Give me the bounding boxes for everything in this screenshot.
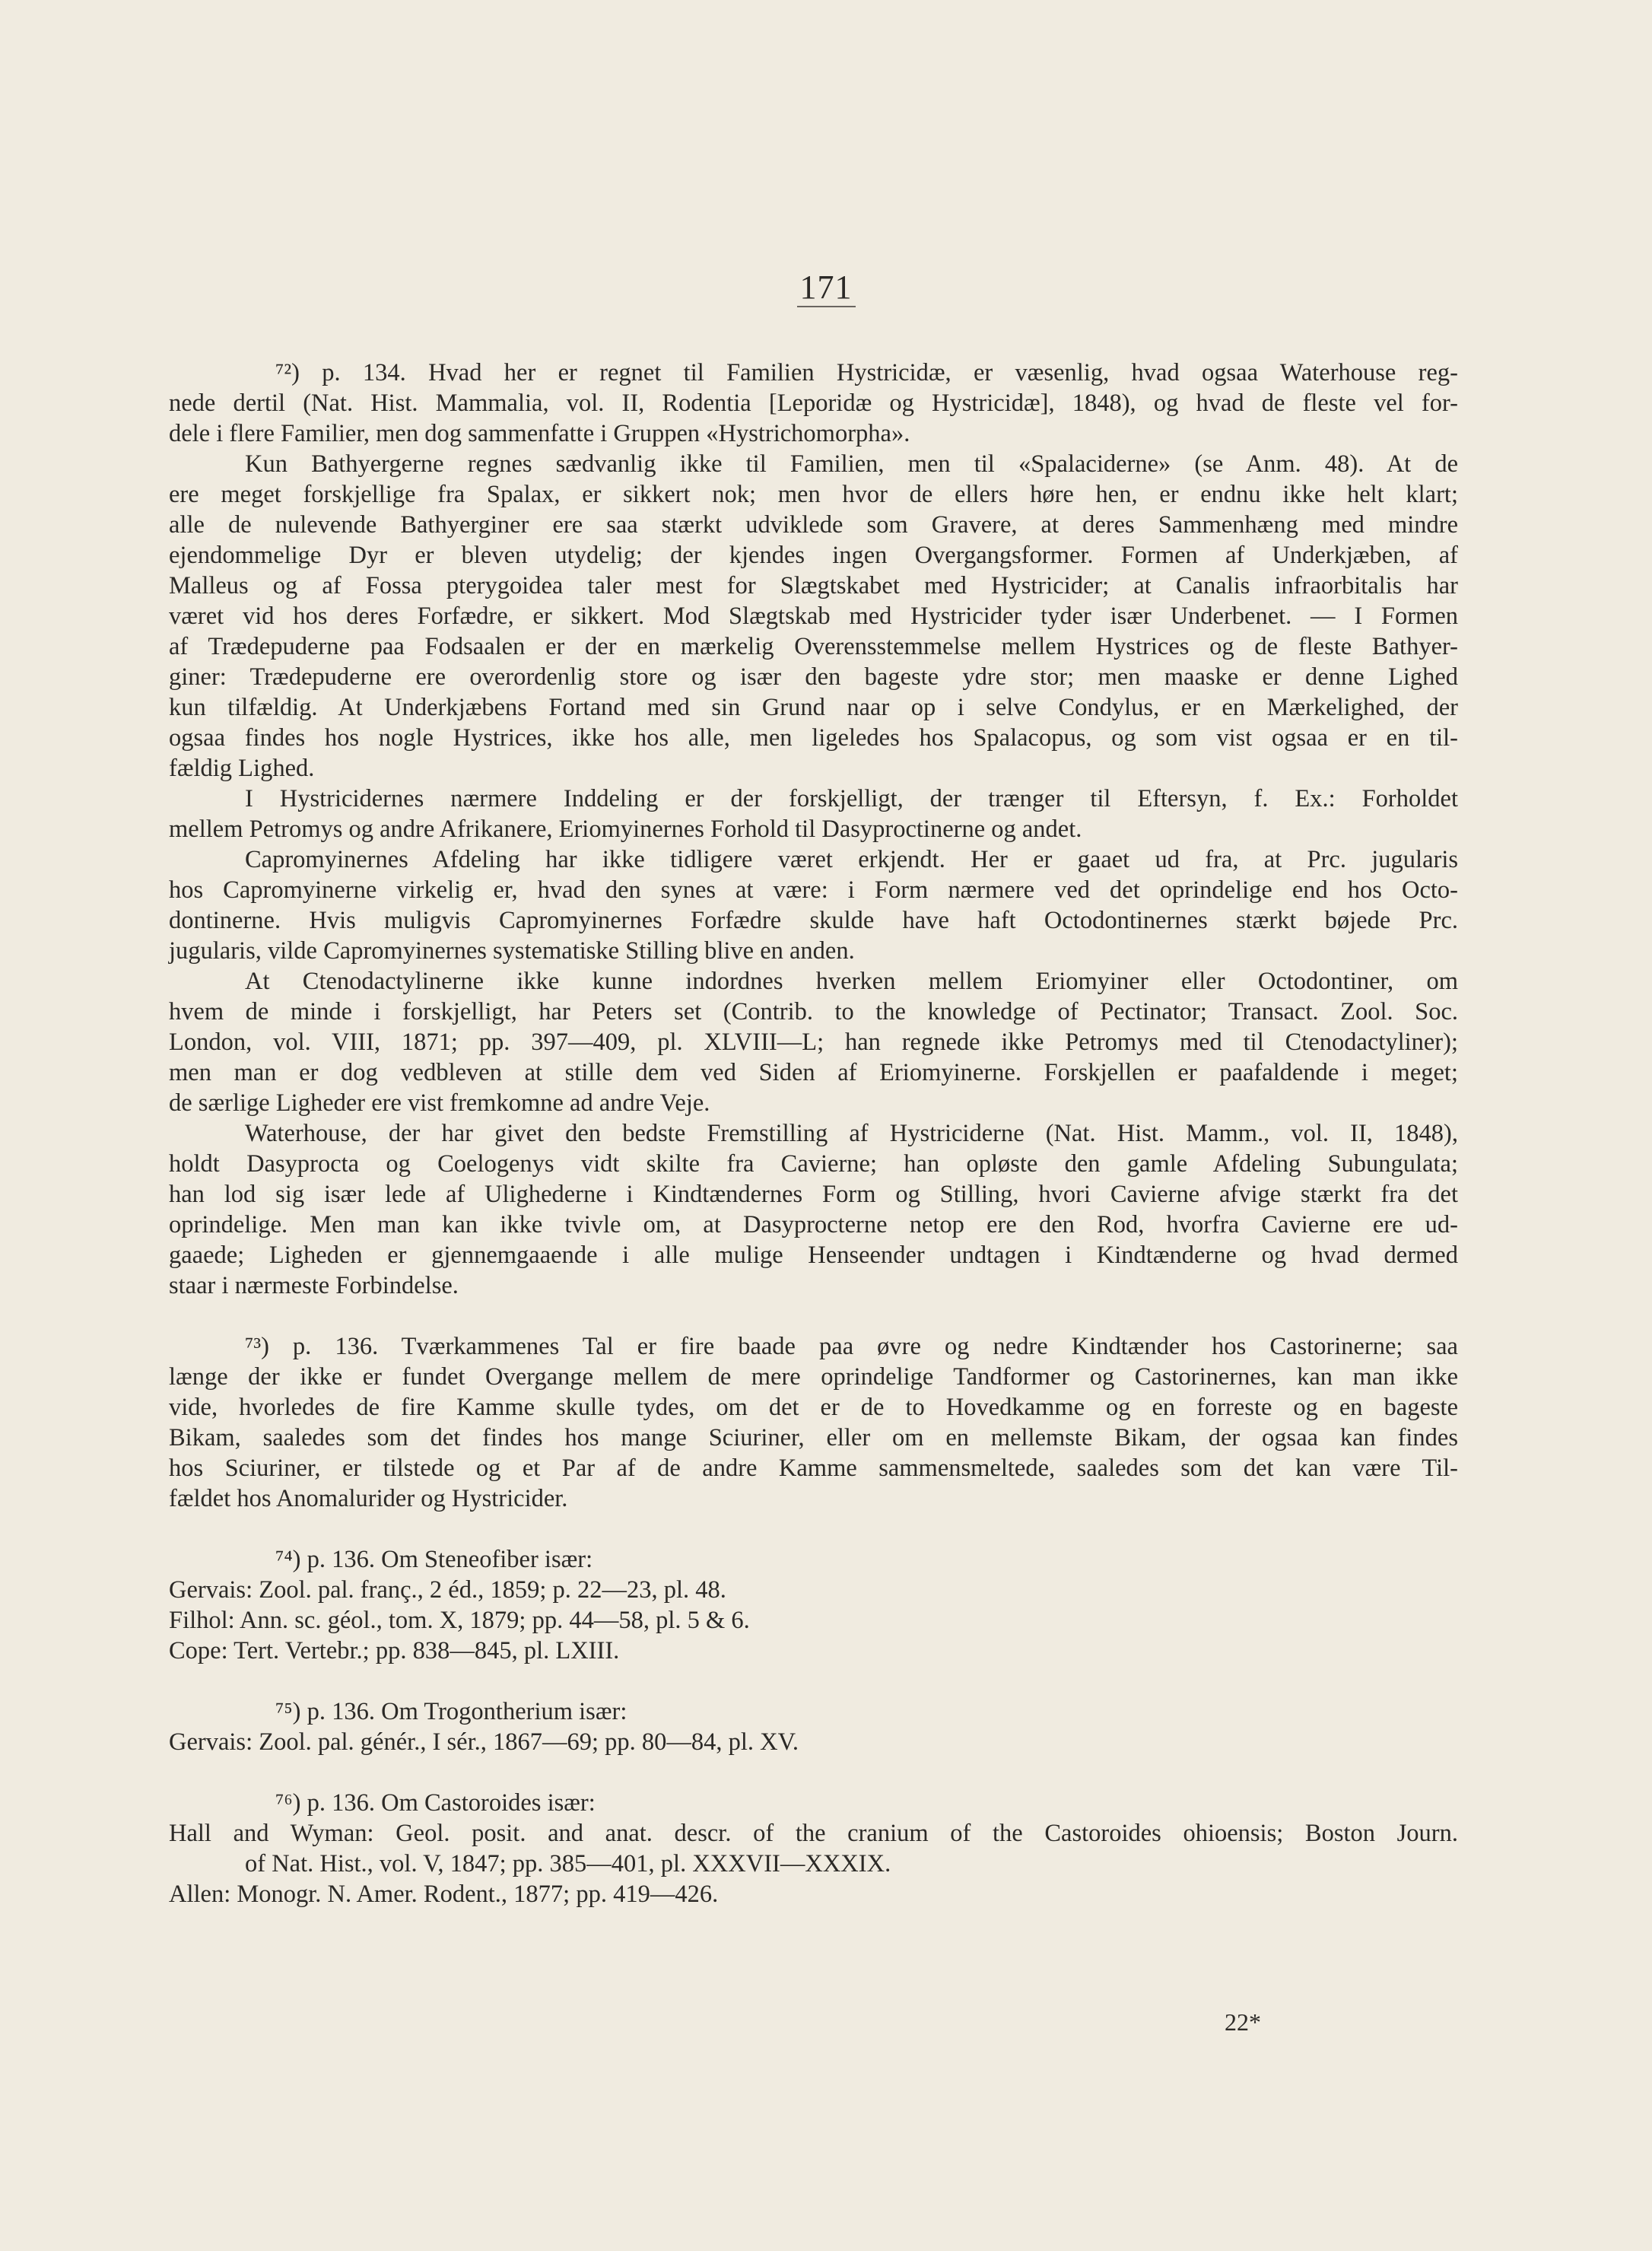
text-line: Waterhouse, der har givet den bedste Fremstilling af Hystriciderne (Nat. Hist. Mamm., vol. II, 1848), <box>245 1120 1458 1147</box>
text-line: været vid hos deres Forfædre, er sikkert. Mod Slægtskab med Hystricider tyder især Underbenet. — I Formen <box>169 602 1458 630</box>
note-gap <box>169 1757 1458 1788</box>
text-line: hos Capromyinerne virkelig er, hvad den synes at være: i Form nærmere ved det oprindelige end hos Octo- <box>169 876 1458 904</box>
text-line: staar i nærmeste Forbindelse. <box>169 1272 459 1299</box>
footnote-n72 <box>169 358 1458 1301</box>
text-line: oprindelige. Men man kan ikke tvivle om, at Dasyprocterne netop ere den Rod, hvorfra Cavierne ere ud- <box>169 1211 1458 1238</box>
text-line: ejendommelige Dyr er bleven utydelig; der kjendes ingen Overgangsformer. Formen af Underkjæben, af <box>169 542 1458 569</box>
text-line: de særlige Ligheder ere vist fremkomne ad andre Veje. <box>169 1089 710 1117</box>
text-line: gaaede; Ligheden er gjennemgaaende i alle mulige Henseender undtagen i Kindtænderne og hvad dermed <box>169 1242 1458 1269</box>
text-line: nede dertil (Nat. Hist. Mammalia, vol. II, Rodentia [Leporidæ og Hystricidæ], 1848), og hvad de fleste vel for- <box>169 389 1458 417</box>
text-line: Cope: Tert. Vertebr.; pp. 838—845, pl. LXIII. <box>169 1637 620 1664</box>
text-line: I Hystricidernes nærmere Inddeling er der forskjelligt, der trænger til Eftersyn, f. Ex.: Forholdet <box>245 785 1458 812</box>
text-line: ⁷²) p. 134. Hvad her er regnet til Familien Hystricidæ, er væsenlig, hvad ogsaa Waterhouse reg- <box>275 359 1458 386</box>
text-line: Bikam, saaledes som det findes hos mange Sciuriner, eller om en mellemste Bikam, der ogsaa kan findes <box>169 1424 1458 1451</box>
text-line: ere meget forskjellige fra Spalax, er sikkert nok; men hvor de ellers høre hen, er endnu ikke helt klart; <box>169 481 1458 508</box>
text-line: holdt Dasyprocta og Coelogenys vidt skilte fra Cavierne; han opløste den gamle Afdeling Subungulata; <box>169 1150 1458 1178</box>
page-number <box>0 268 1652 307</box>
text-line: fældet hos Anomalurider og Hystricider. <box>169 1485 568 1512</box>
text-line: Allen: Monogr. N. Amer. Rodent., 1877; pp. 419—426. <box>169 1881 719 1908</box>
text-line: giner: Trædepuderne ere overordenlig store og især den bageste ydre stor; men maaske er denne Lighed <box>169 663 1458 691</box>
text-line: of Nat. Hist., vol. V, 1847; pp. 385—401, pl. XXXVII—XXXIX. <box>245 1850 891 1877</box>
text-line: Filhol: Ann. sc. géol., tom. X, 1879; pp. 44—58, pl. 5 & 6. <box>169 1607 750 1634</box>
note-gap <box>169 1301 1458 1331</box>
text-line: af Trædepuderne paa Fodsaalen er der en mærkelig Overensstemmelse mellem Hystrices og de fleste Bathyer- <box>169 633 1458 660</box>
text-line: fældig Lighed. <box>169 755 315 782</box>
text-line: ⁷⁶) p. 136. Om Castoroides især: <box>275 1789 596 1817</box>
text-line: jugularis, vilde Capromyinernes systematiske Stilling blive en anden. <box>169 937 855 965</box>
text-line: Gervais: Zool. pal. franç., 2 éd., 1859; p. 22—23, pl. 48. <box>169 1576 726 1604</box>
text-line: At Ctenodactylinerne ikke kunne indordnes hverken mellem Eriomyiner eller Octodontiner, om <box>245 968 1458 995</box>
text-line: Gervais: Zool. pal. génér., I sér., 1867—69; pp. 80—84, pl. XV. <box>169 1728 799 1756</box>
text-line: alle de nulevende Bathyerginer ere saa stærkt udviklede som Gravere, at deres Sammenhæng med mindre <box>169 511 1458 539</box>
text-line: Kun Bathyergerne regnes sædvanlig ikke til Familien, men til «Spalaciderne» (se Anm. 48). At de <box>245 450 1458 478</box>
text-line: han lod sig især lede af Ulighederne i Kindtændernes Form og Stilling, hvori Cavierne afvige stærkt fra det <box>169 1181 1458 1208</box>
footnote-n73 <box>169 1331 1458 1514</box>
footnote-n76 <box>169 1788 1458 1909</box>
text-line: kun tilfældig. At Underkjæbens Fortand med sin Grund naar op i selve Condylus, er en Mærkelighed, der <box>169 694 1458 721</box>
footnote-n74 <box>169 1544 1458 1666</box>
text-line: dele i flere Familier, men dog sammenfatte i Gruppen «Hystrichomorpha». <box>169 420 910 447</box>
text-line: hos Sciuriner, er tilstede og et Par af de andre Kamme sammensmeltede, saaledes som det kan være Til- <box>169 1455 1458 1482</box>
text-line: ogsaa findes hos nogle Hystrices, ikke hos alle, men ligeledes hos Spalacopus, og som vist ogsaa er en til- <box>169 724 1458 752</box>
text-line: ⁷⁴) p. 136. Om Steneofiber især: <box>275 1546 593 1573</box>
text-line: London, vol. VIII, 1871; pp. 397—409, pl. XLVIII—L; han regnede ikke Petromys med til Ctenodactyliner); <box>169 1029 1458 1056</box>
footnote-n75 <box>169 1696 1458 1757</box>
text-line: Capromyinernes Afdeling har ikke tidligere været erkjendt. Her er gaaet ud fra, at Prc. jugularis <box>245 846 1458 873</box>
note-gap <box>169 1514 1458 1544</box>
text-line: dontinerne. Hvis muligvis Capromyinernes Forfædre skulde have haft Octodontinernes stærkt bøjede Prc. <box>169 907 1458 934</box>
text-line: ⁷³) p. 136. Tværkammenes Tal er fire baade paa øvre og nedre Kindtænder hos Castorinerne; saa <box>245 1333 1458 1360</box>
text-line: men man er dog vedbleven at stille dem ved Siden af Eriomyinerne. Forskjellen er paafaldende i meget; <box>169 1059 1458 1086</box>
page-number-text: 171 <box>797 269 856 307</box>
text-line: Hall and Wyman: Geol. posit. and anat. descr. of the cranium of the Castoroides ohioensis; Boston Journ. <box>169 1820 1458 1847</box>
note-gap <box>169 1666 1458 1696</box>
text-line: Malleus og af Fossa pterygoidea taler mest for Slægtskabet med Hystricider; at Canalis infraorbitalis har <box>169 572 1458 599</box>
text-line: vide, hvorledes de fire Kamme skulle tydes, om det er de to Hovedkamme og en forreste og en bageste <box>169 1394 1458 1421</box>
printer-signature: 22* <box>1225 2008 1261 2036</box>
text-line: hvem de minde i forskjelligt, har Peters set (Contrib. to the knowledge of Pectinator; Transact. Zool. Soc. <box>169 998 1458 1025</box>
text-line: mellem Petromys og andre Afrikanere, Eriomyinernes Forhold til Dasyproctinerne og andet. <box>169 816 1082 843</box>
text-line: længe der ikke er fundet Overgange mellem de mere oprindelige Tandformer og Castorinernes, kan man ikke <box>169 1363 1458 1391</box>
text-line: ⁷⁵) p. 136. Om Trogontherium især: <box>275 1698 627 1725</box>
footnotes-body <box>169 358 1458 1909</box>
